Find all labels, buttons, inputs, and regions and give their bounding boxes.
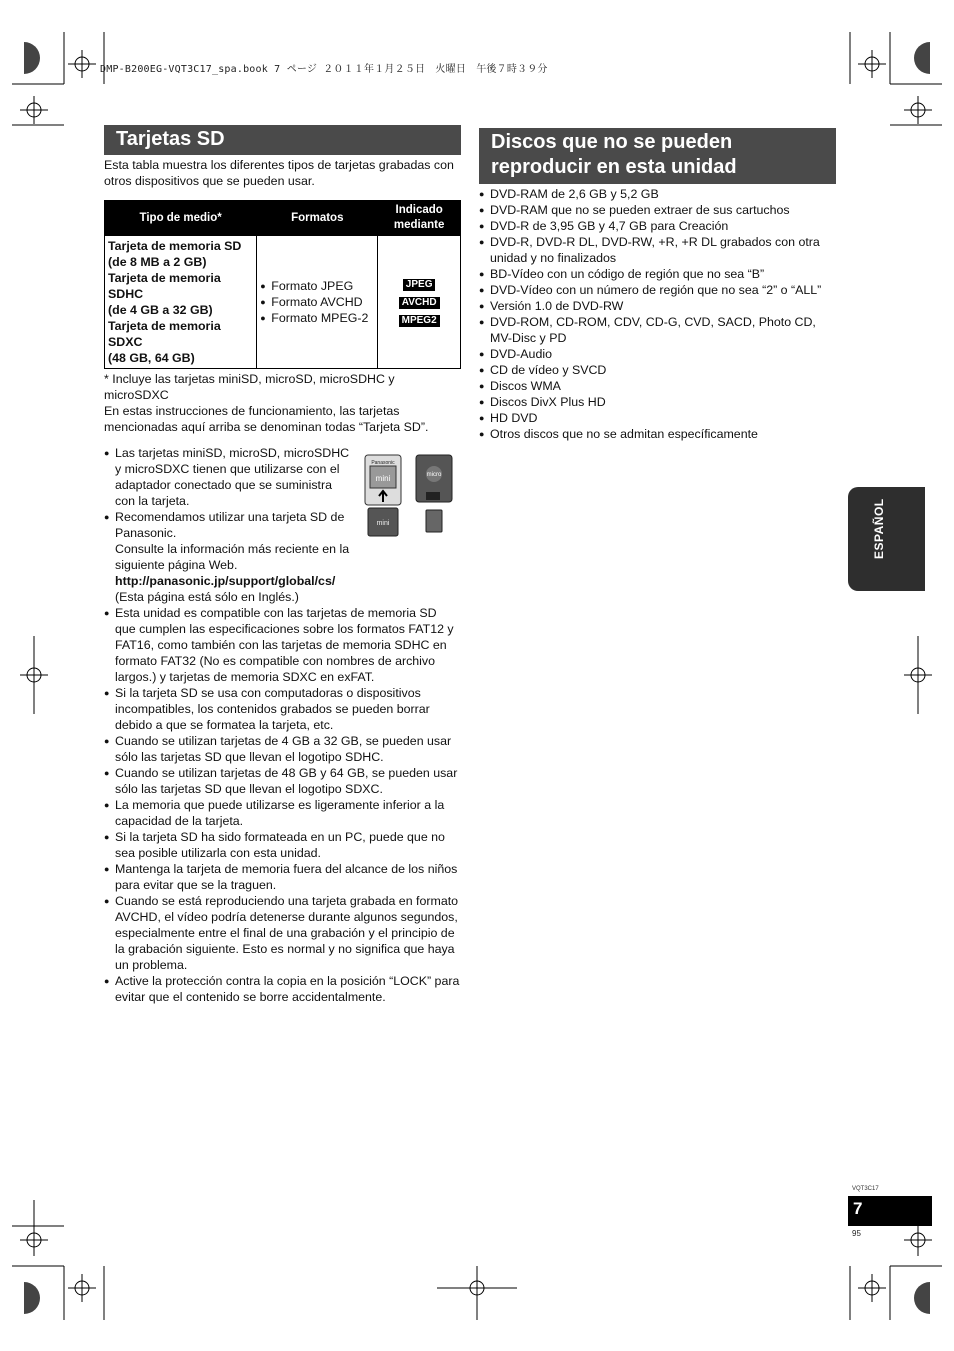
list-item: ● DVD-Audio <box>479 346 837 362</box>
title-line: Discos que no se pueden <box>491 131 733 153</box>
table-header: Formatos <box>257 201 378 236</box>
avchd-badge: AVCHD <box>399 297 440 309</box>
list-item: ● Las tarjetas miniSD, microSD, microSDHC y microSDXC tienen que utilizarse con el adaptador conectado que se suministra con la tarjeta. <box>104 445 355 509</box>
format-item: ● Formato AVCHD <box>260 294 374 310</box>
language-side-tab <box>848 487 925 591</box>
media-line: (de 4 GB a 32 GB) <box>108 303 213 317</box>
model-code: VQT3C17 <box>852 1186 879 1192</box>
media-line: (48 GB, 64 GB) <box>108 351 195 365</box>
media-line: Tarjeta de memoria <box>108 271 221 285</box>
media-line: SDXC <box>108 335 143 349</box>
support-link[interactable]: http://panasonic.jp/support/global/cs/ <box>115 574 336 588</box>
media-line: Tarjeta de memoria SD <box>108 239 242 253</box>
list-item: ● Si la tarjeta SD ha sido formateada en un PC, puede que no sea posible utilizarla con esta unidad. <box>104 829 460 861</box>
list-item: ● La memoria que puede utilizarse es ligeramente inferior a la capacidad de la tarjeta. <box>104 797 460 829</box>
sd-intro-text: Esta tabla muestra los diferentes tipos de tarjetas grabadas con otros dispositivos que se pueden usar. <box>104 158 454 188</box>
media-line: (de 8 MB a 2 GB) <box>108 255 207 269</box>
title-line: reproducir en esta unidad <box>491 156 737 178</box>
sd-naming-note: En estas instrucciones de funcionamiento, las tarjetas mencionadas aquí arriba se denominan todas “Tarjeta SD”. <box>104 404 429 434</box>
list-item: ● Discos WMA <box>479 378 837 394</box>
media-line: Tarjeta de memoria <box>108 319 221 333</box>
list-item: ● Cuando se está reproduciendo una tarjeta grabada en formato AVCHD, el vídeo podría detenerse durante algunos segundos, especialmente entre el final de una grabación y el principio de la grabación siguiente. Esto es normal y no significa que haya un problema. <box>104 893 460 973</box>
list-item: ● Otros discos que no se admitan específicamente <box>479 426 837 442</box>
media-type-cell <box>105 236 257 369</box>
list-item: ● DVD-RAM de 2,6 GB y 5,2 GB <box>479 186 837 202</box>
page-number-box <box>848 1196 932 1226</box>
list-item: ● DVD-R, DVD-R DL, DVD-RW, +R, +R DL grabados con otra unidad y no finalizados <box>479 234 837 266</box>
table-header: Tipo de medio* <box>105 201 257 236</box>
list-item: ● Mantenga la tarjeta de memoria fuera del alcance de los niños para evitar que se la traguen. <box>104 861 460 893</box>
list-item: ● Si la tarjeta SD se usa con computadoras o dispositivos incompatibles, los contenidos grabados se pueden borrar debido a que se formatea la tarjeta, etc. <box>104 685 460 733</box>
section-title-unplayable-discs <box>479 128 836 184</box>
list-item: ● DVD-R de 3,95 GB y 4,7 GB para Creación <box>479 218 837 234</box>
sd-notes-list <box>104 445 460 1005</box>
page-number: 7 <box>853 1199 863 1218</box>
language-label: ESPAÑOL <box>872 498 886 559</box>
mpeg2-badge: MPEG2 <box>399 315 440 327</box>
format-item: ● Formato MPEG-2 <box>260 310 374 326</box>
list-item: ● Active la protección contra la copia en la posición “LOCK” para evitar que el contenido se borre accidentalmente. <box>104 973 460 1005</box>
table-footnote: * Incluye las tarjetas miniSD, microSD, microSDHC y microSDXC <box>104 372 395 402</box>
sub-page-number: 95 <box>852 1229 861 1238</box>
section-title-sd-cards: Tarjetas SD <box>104 125 461 155</box>
svg-text:micro: micro <box>426 472 442 478</box>
list-item: ● CD de vídeo y SVCD <box>479 362 837 378</box>
svg-text:Panasonic: Panasonic <box>371 460 395 466</box>
indicators-cell <box>378 236 461 369</box>
list-item: ● Cuando se utilizan tarjetas de 48 GB y 64 GB, se pueden usar sólo las tarjetas SD que llevan el logotipo SDXC. <box>104 765 460 797</box>
table-header: Indicado mediante <box>378 201 461 236</box>
svg-text:mini: mini <box>376 520 390 527</box>
list-item-text: Consulte la información más reciente en la siguiente página Web. <box>115 542 350 572</box>
table-header-row <box>105 201 461 236</box>
media-line: SDHC <box>108 287 144 301</box>
list-item: ● Cuando se utilizan tarjetas de 4 GB a 32 GB, se pueden usar sólo las tarjetas SD que llevan el logotipo SDHC. <box>104 733 460 765</box>
format-item: ● Formato JPEG <box>260 278 374 294</box>
list-item: ● Discos DivX Plus HD <box>479 394 837 410</box>
table-row <box>105 236 461 369</box>
formats-cell <box>257 236 378 369</box>
jpeg-badge: JPEG <box>403 279 436 291</box>
list-item <box>104 509 355 605</box>
list-item: ● DVD-Vídeo con un número de región que no sea “2” o “ALL” <box>479 282 837 298</box>
list-item: ● Esta unidad es compatible con las tarjetas de memoria SD que cumplen las especificaciones sobre los formatos FAT12 y FAT16, como también con las tarjetas de memoria SDHC en formato FAT32 (No es compatible con nombres de archivo largos.) y tarjetas de memoria SDXC en exFAT. <box>104 605 460 685</box>
list-item: ● DVD-ROM, CD-ROM, CDV, CD-G, CVD, SACD, Photo CD, MV-Disc y PD <box>479 314 837 346</box>
list-item-text: Recomendamos utilizar una tarjeta SD de Panasonic. <box>115 510 345 540</box>
list-item: ● DVD-RAM que no se pueden extraer de sus cartuchos <box>479 202 837 218</box>
list-item-text: (Esta página está sólo en Inglés.) <box>115 590 299 604</box>
unplayable-discs-list <box>479 186 837 442</box>
sd-card-table <box>104 200 461 369</box>
list-item: ● HD DVD <box>479 410 837 426</box>
list-item: ● BD-Vídeo con un código de región que no sea “B” <box>479 266 837 282</box>
svg-text:mini: mini <box>375 474 391 483</box>
file-header-line: DMP-B200EG-VQT3C17_spa.book 7 ページ ２０１１年１月２５日 火曜日 午後７時３９分 <box>100 64 548 75</box>
list-item: ● Versión 1.0 de DVD-RW <box>479 298 837 314</box>
